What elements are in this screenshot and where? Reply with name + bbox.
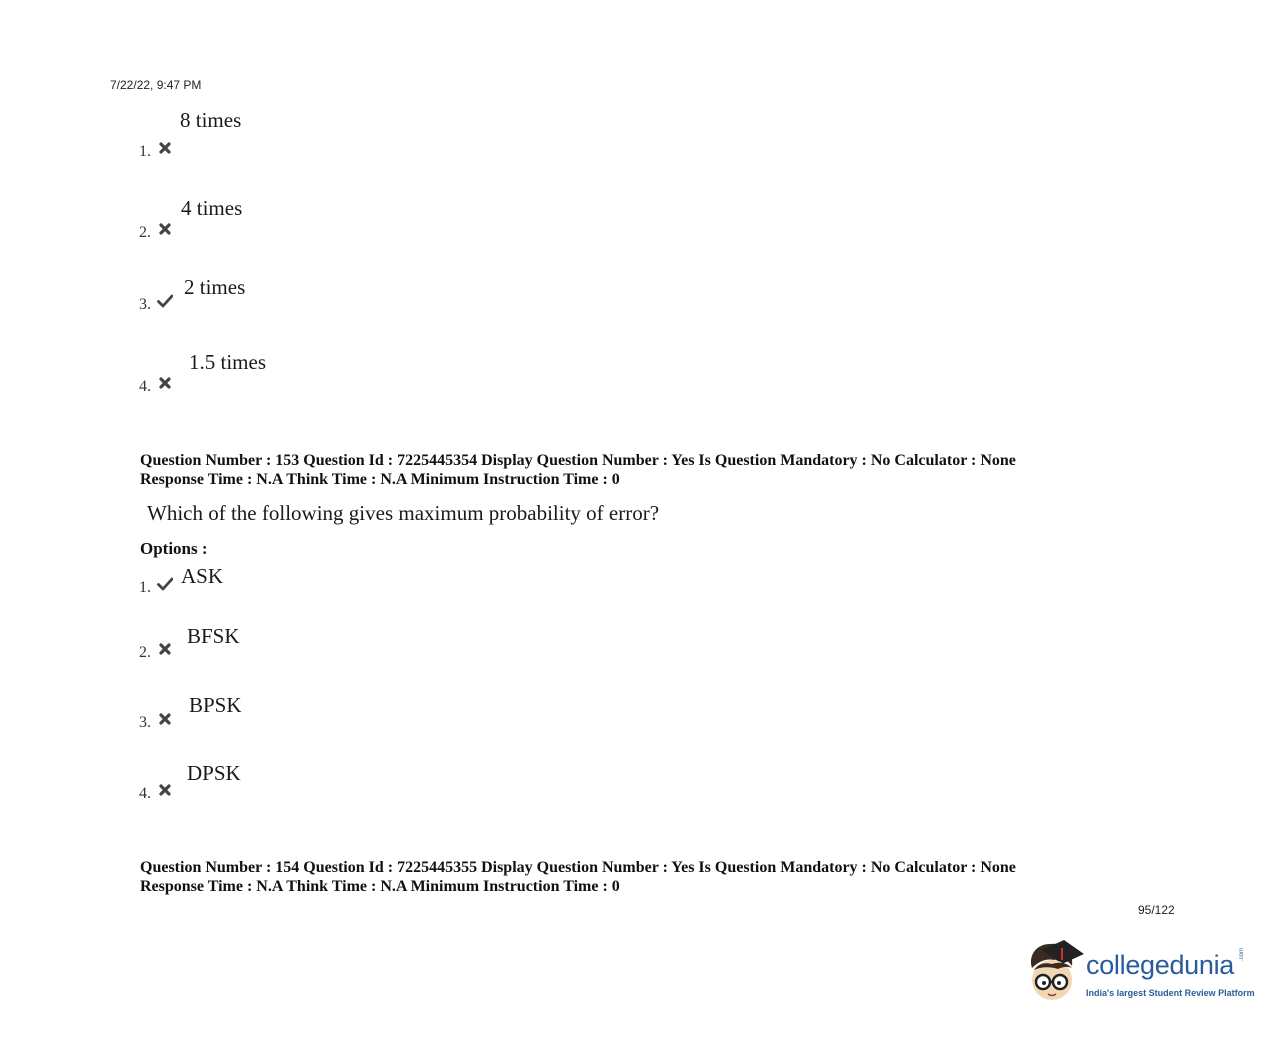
option-text: 8 times — [180, 108, 242, 132]
option-number: 4. — [139, 785, 151, 802]
mascot-icon — [1024, 938, 1086, 1010]
option-text: 4 times — [181, 196, 243, 220]
question-meta-line2: Response Time : N.A Think Time : N.A Minimum Instruction Time : 0 — [140, 471, 620, 488]
page-number: 95/122 — [1138, 903, 1175, 917]
collegedunia-logo — [1024, 938, 1254, 1012]
option-number: 2. — [139, 224, 151, 241]
logo-dotcom: .com — [1239, 947, 1245, 961]
cross-icon — [157, 141, 173, 155]
question-meta-line1: Question Number : 153 Question Id : 7225445354 Display Question Number : Yes Is Question Mandatory : No Calculator : None — [140, 452, 1016, 469]
option-text: 2 times — [184, 275, 246, 299]
logo-wordmark: collegedunia — [1086, 950, 1235, 980]
cross-icon — [157, 642, 173, 656]
logo-tagline: India's largest Student Review Platform — [1086, 988, 1255, 998]
cross-icon — [157, 712, 173, 726]
print-timestamp: 7/22/22, 9:47 PM — [110, 78, 202, 92]
question-meta-line2: Response Time : N.A Think Time : N.A Minimum Instruction Time : 0 — [140, 878, 620, 895]
cross-icon — [157, 376, 173, 390]
question-meta-line1: Question Number : 154 Question Id : 7225445355 Display Question Number : Yes Is Question Mandatory : No Calculator : None — [140, 859, 1016, 876]
cross-icon — [157, 783, 173, 797]
option-number: 1. — [139, 579, 151, 596]
option-text: ASK — [181, 564, 224, 588]
option-number: 3. — [139, 714, 151, 731]
option-text: DPSK — [187, 761, 241, 785]
option-text: 1.5 times — [189, 350, 266, 374]
option-number: 3. — [139, 296, 151, 313]
option-number: 1. — [139, 143, 151, 160]
options-label: Options : — [140, 539, 208, 558]
question-text: Which of the following gives maximum probability of error? — [147, 501, 660, 525]
cross-icon — [157, 222, 173, 236]
check-icon — [157, 294, 173, 308]
option-text: BFSK — [187, 624, 240, 648]
option-number: 2. — [139, 644, 151, 661]
option-text: BPSK — [189, 693, 242, 717]
check-icon — [157, 577, 173, 591]
option-number: 4. — [139, 378, 151, 395]
